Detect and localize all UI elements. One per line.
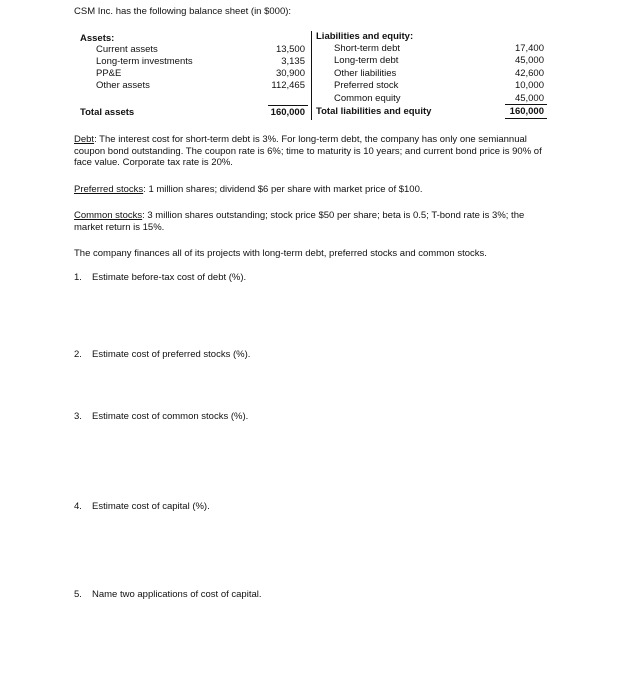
asset-value: 30,900 <box>275 68 305 79</box>
question-text: Estimate cost of preferred stocks (%). <box>92 349 251 360</box>
column-divider <box>311 31 312 120</box>
preferred-text: : 1 million shares; dividend $6 per share with market price of $100. <box>143 184 423 195</box>
asset-label: PP&E <box>96 68 122 79</box>
preferred-heading: Preferred stocks <box>74 184 144 195</box>
common-heading: Common stocks <box>74 210 143 221</box>
question-number: 2. <box>74 349 82 360</box>
total-liabilities-bottom-rule <box>505 118 547 119</box>
liability-value: 10,000 <box>514 80 544 91</box>
debt-heading: Debt <box>74 134 95 145</box>
assets-heading: Assets: <box>80 33 115 44</box>
asset-label: Current assets <box>96 44 158 55</box>
question-text: Name two applications of cost of capital. <box>92 589 262 600</box>
asset-value: 3,135 <box>281 56 305 67</box>
liability-value: 17,400 <box>514 43 544 54</box>
common-text: : 3 million shares outstanding; stock price $50 per share; beta is 0.5; T-bond rate is 3%; the market return is 15%. <box>74 210 525 233</box>
question-number: 4. <box>74 501 82 512</box>
liability-label: Long-term debt <box>334 55 399 66</box>
liability-label: Preferred stock <box>334 80 399 91</box>
page-title: CSM Inc. has the following balance sheet (in $000): <box>74 6 292 17</box>
finance-note: The company finances all of its projects with long-term debt, preferred stocks and common stocks. <box>74 248 487 259</box>
total-assets-value: 160,000 <box>270 107 305 118</box>
liability-value: 45,000 <box>514 55 544 66</box>
question-number: 5. <box>74 589 82 600</box>
asset-label: Long-term investments <box>96 56 193 67</box>
question-number: 3. <box>74 411 82 422</box>
asset-label: Other assets <box>96 80 150 91</box>
debt-text: : The interest cost for short-term debt is 3%. For long-term debt, the company has only one semiannual coupon bond outstanding. The coupon rate is 6%; time to maturity is 10 years; and current bond price is 90% of face value. Corporate tax rate is 20%. <box>74 134 542 168</box>
total-liabilities-rule <box>505 104 547 105</box>
preferred-paragraph <box>74 184 544 196</box>
debt-paragraph <box>74 134 544 169</box>
question-text: Estimate cost of common stocks (%). <box>92 411 249 422</box>
liabilities-heading: Liabilities and equity: <box>316 31 414 42</box>
total-assets-rule <box>268 105 308 106</box>
liability-label: Short-term debt <box>334 43 400 54</box>
common-paragraph <box>74 210 544 233</box>
question-number: 1. <box>74 272 82 283</box>
total-liabilities-label: Total liabilities and equity <box>316 106 432 117</box>
question-text: Estimate before-tax cost of debt (%). <box>92 272 247 283</box>
asset-value: 112,465 <box>271 80 305 91</box>
liability-value: 42,600 <box>514 68 544 79</box>
total-liabilities-value: 160,000 <box>509 106 544 117</box>
liability-label: Common equity <box>334 93 401 104</box>
asset-value: 13,500 <box>275 44 305 55</box>
liability-value: 45,000 <box>514 93 544 104</box>
total-assets-label: Total assets <box>80 107 135 118</box>
question-text: Estimate cost of capital (%). <box>92 501 210 512</box>
liability-label: Other liabilities <box>334 68 397 79</box>
